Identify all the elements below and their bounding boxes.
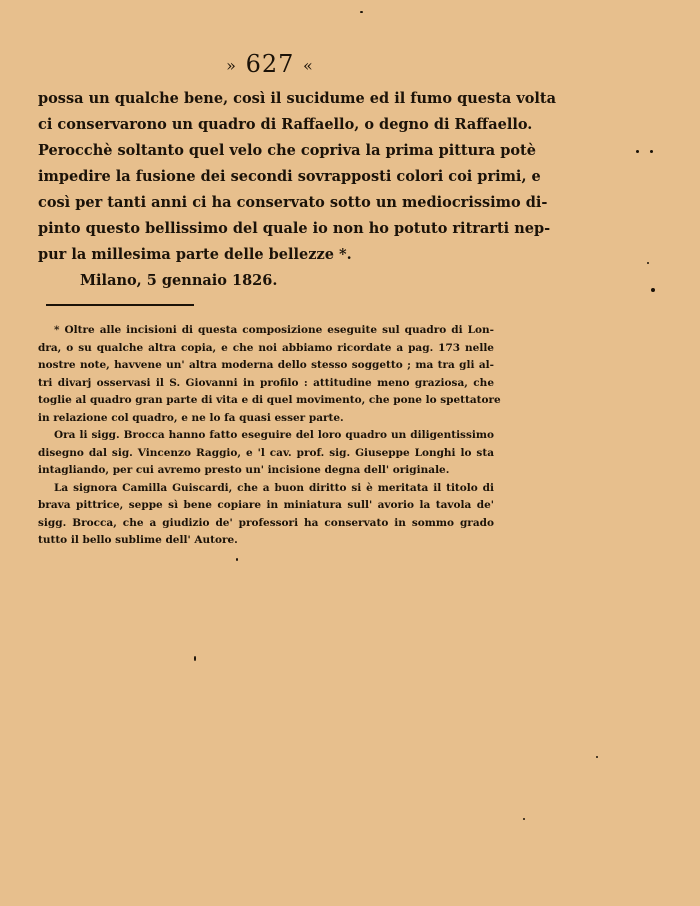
footnote-block	[38, 322, 501, 550]
footnote-line: in relazione col quadro, e ne lo fa quasi esser parte.	[38, 411, 344, 424]
main-text	[38, 86, 557, 294]
paper-speck	[360, 11, 363, 13]
footnote-line: La signora Camilla Guiscardi, che a buon diritto si è meritata il titolo di	[54, 481, 494, 494]
footnote-line: toglie al quadro gran parte di vita e di quel movimento, che pone lo spettatore	[38, 394, 501, 406]
text-line: possa un qualche bene, così il sucidume ed il fumo questa volta	[38, 90, 557, 107]
paper-speck	[596, 756, 598, 758]
footnote-line: disegno dal sig. Vincenzo Raggio, e 'l cav. prof. sig. Giuseppe Longhi lo sta	[38, 446, 494, 459]
paper-speck	[236, 558, 238, 561]
paper-speck	[194, 656, 196, 661]
footnote-line: dra, o su qualche altra copia, e che noi abbiamo ricordate a pag. 173 nelle	[38, 341, 494, 354]
footnote-line: nostre note, havvene un' altra moderna dello stesso soggetto ; ma tra gli al-	[38, 359, 494, 371]
text-line: impedire la fusione dei secondi sovrapposti colori coi primi, e	[38, 168, 541, 185]
paper-speck	[647, 262, 649, 264]
signature: Milano, 5 gennaio 1826.	[80, 272, 278, 289]
page-header	[200, 50, 340, 78]
footnote-line: tutto il bello sublime dell' Autore.	[38, 534, 238, 546]
paper-speck	[636, 150, 639, 153]
footnote-line: * Oltre alle incisioni di questa composizione eseguite sul quadro di Lon-	[54, 324, 494, 336]
text-line: pur la millesima parte delle bellezze *.	[38, 246, 352, 263]
text-line: Perocchè soltanto quel velo che copriva la prima pittura potè	[38, 142, 536, 159]
paper-speck	[523, 818, 525, 820]
ornament-right: «	[303, 56, 314, 75]
text-line: così per tanti anni ci ha conservato sotto un mediocrissimo di-	[38, 194, 548, 211]
text-line: ci conservarono un quadro di Raffaello, o degno di Raffaello.	[38, 116, 533, 133]
footnote-line: brava pittrice, seppe sì bene copiare in miniatura sull' avorio la tavola de'	[38, 499, 494, 511]
paper-speck	[650, 150, 653, 153]
text-line: pinto questo bellissimo del quale io non ho potuto ritrarti nep-	[38, 220, 551, 237]
footnote-divider	[46, 304, 194, 306]
footnote-line: sigg. Brocca, che a giudizio de' professori ha conservato in sommo grado	[38, 516, 494, 529]
footnote-line: tri divarj osservasi il S. Giovanni in profilo : attitudine meno graziosa, che	[38, 376, 494, 389]
footnote-line: Ora li sigg. Brocca hanno fatto eseguire del loro quadro un diligentissimo	[54, 429, 494, 441]
page-number: 627	[245, 50, 295, 78]
paper-speck	[651, 288, 655, 292]
ornament-left: »	[226, 56, 237, 75]
footnote-line: intagliando, per cui avremo presto un' incisione degna dell' originale.	[38, 464, 450, 476]
